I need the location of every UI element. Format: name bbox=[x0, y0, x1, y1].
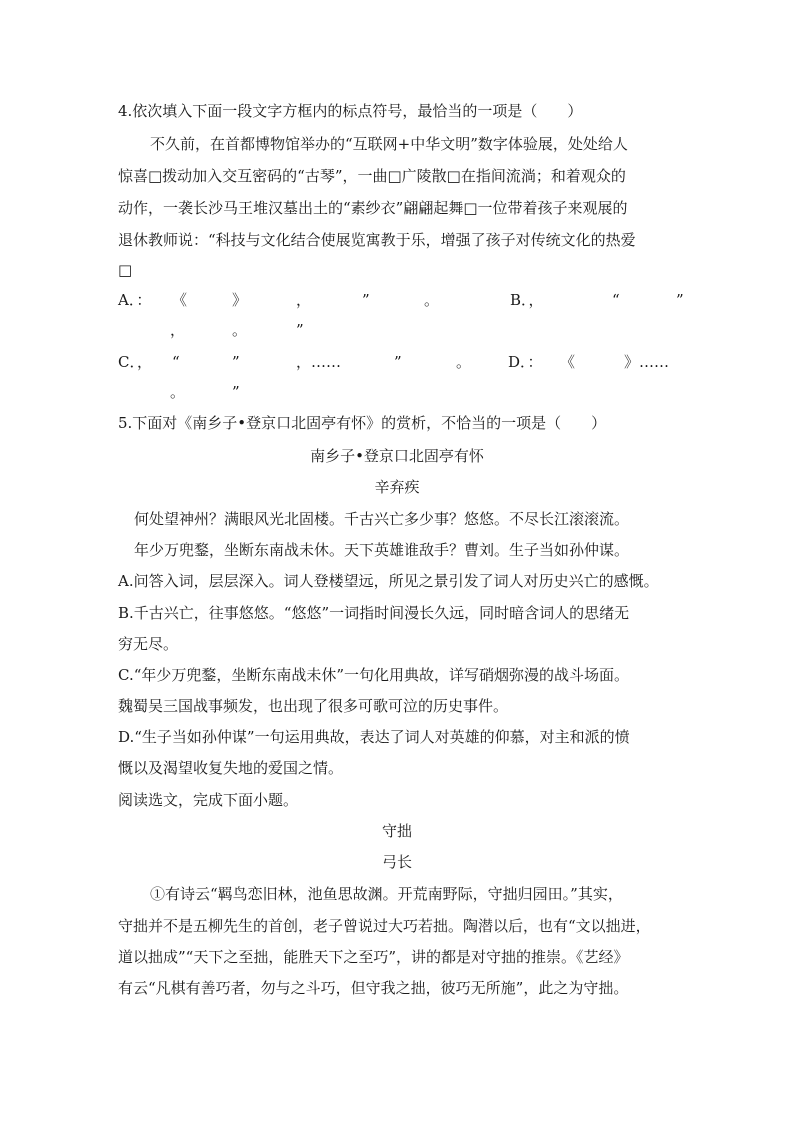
q4-option-a-label: A．： bbox=[118, 291, 152, 309]
q4-option-d-mark-1: 《 bbox=[560, 353, 576, 371]
q4-passage-line-1: 不久前，在首都博物馆举办的“互联网+中华文明”数字体验展，处处给人 bbox=[150, 135, 628, 153]
q4-option-a-mark-1: 《 bbox=[172, 291, 188, 309]
q4-option-a-mark-5: 。 bbox=[424, 291, 440, 309]
q4-option-b-mark-1: “ bbox=[612, 291, 620, 309]
q5-choice-line: 穷无尽。 bbox=[118, 635, 179, 653]
q4-option-d-mark-4: ” bbox=[232, 383, 240, 401]
q4-option-b-mark-4: 。 bbox=[232, 321, 248, 339]
q4-passage-line-5: □ bbox=[118, 261, 133, 279]
q4-passage-line-4: 退休教师说：“科技与文化结合使展览寓教于乐，增强了孩子对传统文化的热爱 bbox=[118, 231, 636, 249]
q4-option-c-mark-1: “ bbox=[172, 353, 180, 371]
reading-paragraph-line: 有云“凡棋有善巧者，勿与之斗巧，但守我之拙，彼巧无所施”，此之为守拙。 bbox=[118, 979, 629, 997]
q4-passage-line-3: 动作，一袭长沙马王堆汉墓出土的“素纱衣”翩翩起舞□一位带着孩子来观展的 bbox=[118, 199, 628, 217]
q5-choice-line: C.“年少万兜鍪，坐断东南战未休”一句化用典故，详写硝烟弥漫的战斗场面。 bbox=[118, 666, 630, 684]
q4-option-c-mark-4: ” bbox=[394, 353, 402, 371]
q4-option-d-mark-2: 》…… bbox=[624, 353, 670, 371]
q4-option-a-mark-2: 》 bbox=[232, 291, 248, 309]
reading-author: 弓长 bbox=[381, 853, 412, 871]
q5-choice-line: B.千古兴亡，往事悠悠。“悠悠”一词指时间漫长久远，同时暗含词人的思绪无 bbox=[118, 604, 630, 622]
q4-option-c-mark-3: ，…… bbox=[296, 353, 342, 371]
q4-option-a-mark-4: ” bbox=[362, 291, 370, 309]
q4-stem: 4.依次填入下面一段文字方框内的标点符号，最恰当的一项是（ ） bbox=[118, 102, 583, 120]
q5-choice-line: 慨以及渴望收复失地的爱国之情。 bbox=[118, 759, 344, 777]
q5-stem: 5.下面对《南乡子•登京口北固亭有怀》的赏析，不恰当的一项是（ ） bbox=[118, 414, 607, 432]
q5-choice-line: D.“生子当如孙仲谋”一句运用典故，表达了词人对英雄的仰慕，对主和派的愤 bbox=[118, 728, 630, 746]
reading-paragraph-line: 守拙并不是五柳先生的首创，老子曾说过大巧若拙。陶潜以后，也有“文以拙进， bbox=[118, 917, 651, 935]
q4-option-c-label: C．， bbox=[118, 353, 152, 371]
poem-title: 南乡子•登京口北固亭有怀 bbox=[310, 447, 484, 465]
q4-option-b-mark-5: ” bbox=[296, 321, 304, 339]
q4-passage-line-2: 惊喜□拨动加入交互密码的“古琴”，一曲□广陵散□在指间流淌；和着观众的 bbox=[118, 167, 626, 185]
q4-option-d-mark-3: 。 bbox=[170, 383, 186, 401]
q5-choice-line: 魏蜀吴三国战事频发，也出现了很多可歌可泣的历史事件。 bbox=[118, 697, 509, 715]
poem-line-1: 何处望神州？满眼风光北固楼。千古兴亡多少事？悠悠。不尽长江滚滚流。 bbox=[134, 510, 630, 528]
q4-option-c-mark-5: 。 bbox=[456, 353, 472, 371]
q5-choice-line: A.问答入词，层层深入。词人登楼望远，所见之景引发了词人对历史兴亡的感慨。 bbox=[118, 572, 659, 590]
poem-line-2: 年少万兜鍪，坐断东南战未休。天下英雄谁敌手？曹刘。生子当如孙仲谋。 bbox=[134, 541, 630, 559]
q4-option-d-label: D．： bbox=[508, 353, 543, 371]
reading-title: 守拙 bbox=[381, 822, 412, 840]
q4-option-a-mark-3: ， bbox=[296, 291, 312, 309]
q4-option-b-mark-2: ” bbox=[676, 291, 684, 309]
poem-author: 辛弃疾 bbox=[374, 478, 420, 496]
q4-option-c-mark-2: ” bbox=[232, 353, 240, 371]
q4-option-b-mark-3: ， bbox=[170, 321, 186, 339]
reading-paragraph-line: 道以拙成”“天下之至拙，能胜天下之至巧”，讲的都是对守拙的推崇。《艺经》 bbox=[118, 948, 629, 966]
q4-option-b-label: B．， bbox=[510, 291, 544, 309]
reading-paragraph-line: ①有诗云“羁鸟恋旧林，池鱼思故渊。开荒南野际，守拙归园田。”其实， bbox=[150, 885, 623, 903]
reading-instruction: 阅读选文，完成下面小题。 bbox=[118, 791, 299, 809]
